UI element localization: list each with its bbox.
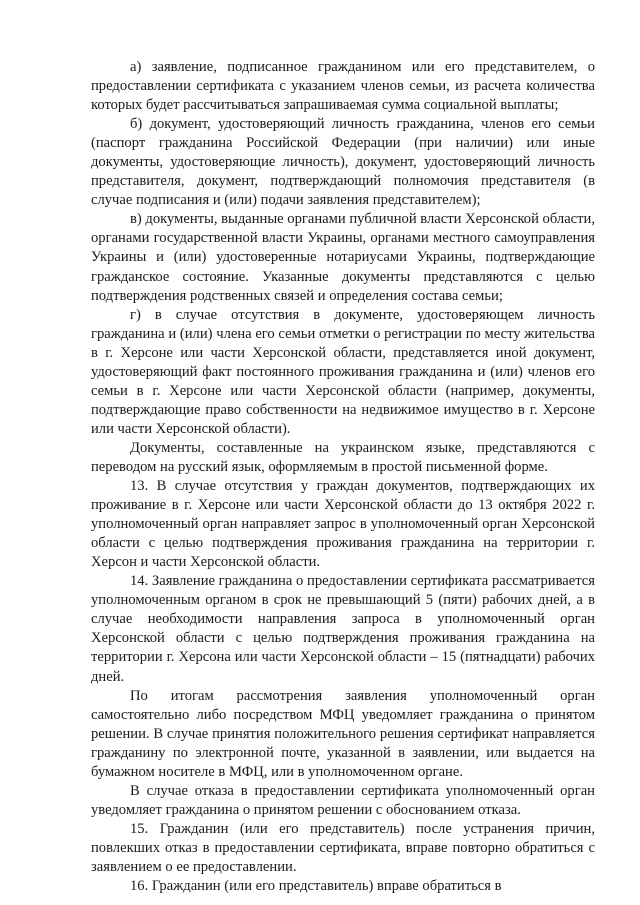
paragraph-decision-notice: По итогам рассмотрения заявления уполномоченный орган самостоятельно либо посредством МФЦ уведомляет гражданина о принятом решении. В случае принятия положительного решения сертификат направляется гражданину по электронной почте, указанной в заявлении, или выдается на бумажном носителе в МФЦ, или в уполномоченном органе.	[91, 687, 595, 780]
paragraph-item-v: в) документы, выданные органами публичной власти Херсонской области, органами государственной власти Украины, органами местного самоуправления Украины и (или) удостоверенные нотариусами Украины, подтверждающие гражданское состояние. Указанные документы представляются с целью подтверждения родственных связей и определения состава семьи;	[91, 211, 595, 304]
paragraph-item-b: б) документ, удостоверяющий личность гражданина, членов его семьи (паспорт гражданина Российской Федерации (при наличии) или иные документы, удостоверяющие личность), документ, удостоверяющий личность представителя, документ, подтверждающий полномочия представителя (в случае подписания и (или) подачи заявления представителем);	[91, 116, 595, 209]
paragraph-14: 14. Заявление гражданина о предоставлении сертификата рассматривается уполномоченным органом в срок не превышающий 5 (пяти) рабочих дней, а в случае необходимости направления запроса в уполномоченный орган Херсонской области с целью подтверждения проживания гражданина на территории г. Херсона или части Херсонской области – 15 (пятнадцати) рабочих дней.	[91, 573, 595, 685]
paragraph-15: 15. Гражданин (или его представитель) после устранения причин, повлекших отказ в предоставлении сертификата, вправе повторно обратиться с заявлением о ее предоставлении.	[91, 820, 595, 875]
paragraph-refusal-notice: В случае отказа в предоставлении сертификата уполномоченный орган уведомляет гражданина о принятом решении с обоснованием отказа.	[91, 782, 595, 818]
paragraph-13: 13. В случае отсутствия у граждан документов, подтверждающих их проживание в г. Херсоне или части Херсонской области до 13 октября 2022 г. уполномоченный орган направляет запрос в уполномоченный орган Херсонской области с целью подтверждения проживания гражданина на территории г. Херсон и части Херсонской области.	[91, 478, 595, 571]
paragraph-16: 16. Гражданин (или его представитель) вправе обратиться в	[130, 878, 502, 895]
paragraph-item-a: а) заявление, подписанное гражданином или его представителем, о предоставлении сертификата с указанием членов семьи, из расчета количества которых будет рассчитываться запрашиваемая сумма социальной выплаты;	[91, 59, 595, 114]
paragraph-translation-note: Документы, составленные на украинском языке, представляются с переводом на русский язык, оформляемым в простой письменной форме.	[91, 439, 595, 475]
paragraph-item-g: г) в случае отсутствия в документе, удостоверяющем личность гражданина и (или) члена его семьи отметки о регистрации по месту жительства в г. Херсоне или части Херсонской области, представляется иной документ, удостоверяющий факт постоянного проживания гражданина и (или) членов его семьи в г. Херсоне или части Херсонской области (например, документы, подтверждающие право собственности на недвижимое имущество в г. Херсоне или части Херсонской области).	[91, 306, 595, 437]
document-body	[91, 58, 595, 896]
